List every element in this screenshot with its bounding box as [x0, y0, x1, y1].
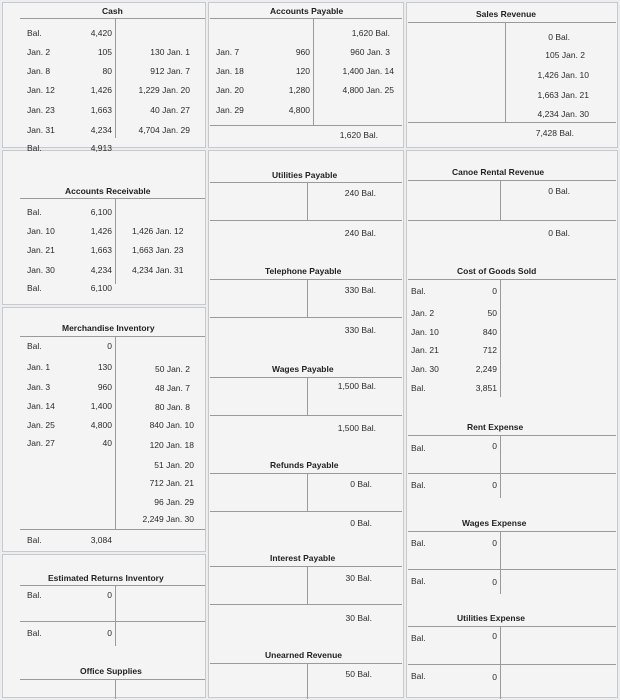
wages-payable-ending: 1,500 Bal.	[337, 423, 376, 433]
telephone-payable-title: Telephone Payable	[265, 266, 342, 276]
cogs-left-label: Jan. 30	[411, 364, 439, 374]
merchandise-inventory-title: Merchandise Inventory	[62, 323, 155, 333]
ar-left-label: Jan. 21	[27, 245, 55, 255]
eri-ending-amount: 0	[107, 628, 112, 638]
utilities-expense-opening-label: Bal.	[411, 633, 426, 643]
ap-left-label: Jan. 29	[216, 105, 244, 115]
ap-left-label: Jan. 20	[216, 85, 244, 95]
cogs-left-label: Jan. 21	[411, 345, 439, 355]
ar-left-amount: 6,100	[90, 207, 112, 217]
wages-payable-total-rule	[210, 415, 402, 416]
telephone-payable-total-rule	[210, 317, 402, 318]
eri-ending-label: Bal.	[27, 628, 42, 638]
cash-left-label: Jan. 8	[27, 66, 51, 76]
office-supplies-t-vertical	[115, 679, 116, 699]
ar-left-label: Jan. 10	[27, 226, 55, 236]
refunds-payable-total-rule	[210, 511, 402, 512]
mi-left-label: Jan. 3	[27, 382, 51, 392]
cogs-left-amount: 50	[487, 308, 497, 318]
mi-t-horizontal	[20, 336, 205, 337]
wages-expense-title: Wages Expense	[462, 518, 527, 528]
telephone-payable-ending: 330 Bal.	[344, 325, 376, 335]
mi-left-amount: 40	[102, 438, 112, 448]
ap-left-amount: 120	[295, 66, 310, 76]
cost-of-goods-sold-title: Cost of Goods Sold	[457, 266, 537, 276]
cash-left-label: Bal.	[27, 28, 42, 38]
eri-t-horizontal	[20, 585, 205, 586]
ar-left-label: Bal.	[27, 283, 42, 293]
cogs-left-label: Jan. 10	[411, 327, 439, 337]
ar-t-vertical	[115, 198, 116, 284]
wages-payable-t-vertical	[307, 377, 308, 415]
sales-revenue-ending-balance: 7,428 Bal.	[535, 128, 574, 138]
cogs-left-amount: 2,249	[475, 364, 497, 374]
mi-ending-amount: 3,084	[90, 535, 112, 545]
ar-right-entry: 1,426 Jan. 12	[132, 226, 184, 236]
mi-left-amount: 130	[97, 362, 112, 372]
mi-right-entry: 80 Jan. 8	[155, 402, 190, 412]
cogs-left-label: Jan. 2	[411, 308, 435, 318]
canoe-rental-t-horizontal	[408, 180, 616, 181]
rent-expense-opening-label: Bal.	[411, 443, 426, 453]
office-supplies-title: Office Supplies	[80, 666, 142, 676]
ap-left-amount: 4,800	[288, 105, 310, 115]
utilities-expense-ending: 0	[492, 672, 497, 682]
interest-payable-t-horizontal	[210, 566, 402, 567]
canoe-rental-t-vertical	[500, 180, 501, 220]
mi-left-amount: 4,800	[90, 420, 112, 430]
mi-left-label: Jan. 14	[27, 401, 55, 411]
wages-payable-opening: 1,500 Bal.	[337, 381, 376, 391]
wages-expense-opening-label: Bal.	[411, 538, 426, 548]
cogs-left-amount: 0	[492, 286, 497, 296]
wages-expense-t-horizontal	[408, 531, 616, 532]
utilities-payable-opening: 240 Bal.	[344, 188, 376, 198]
rent-expense-t-horizontal	[408, 435, 616, 436]
mi-left-label: Bal.	[27, 341, 42, 351]
interest-payable-opening: 30 Bal.	[345, 573, 372, 583]
mi-left-label: Jan. 25	[27, 420, 55, 430]
mi-total-rule	[20, 529, 205, 530]
canoe-rental-total-rule	[408, 220, 616, 221]
rent-expense-t-vertical	[500, 435, 501, 473]
telephone-payable-t-vertical	[307, 279, 308, 317]
cash-left-amount: 1,663	[90, 105, 112, 115]
interest-payable-t-vertical	[307, 566, 308, 604]
ar-right-entry: 1,663 Jan. 23	[132, 245, 184, 255]
cash-left-amount: 4,420	[90, 28, 112, 38]
unearned-revenue-t-horizontal	[210, 663, 402, 664]
ap-right-entry: 4,800 Jan. 25	[342, 85, 394, 95]
ar-left-amount: 6,100	[90, 283, 112, 293]
rent-expense-title: Rent Expense	[467, 422, 524, 432]
unearned-revenue-title: Unearned Revenue	[265, 650, 342, 660]
mi-right-entry: 2,249 Jan. 30	[142, 514, 194, 524]
cash-right-entry: 4,704 Jan. 29	[138, 125, 190, 135]
eri-ending-vertical	[115, 622, 116, 646]
canoe-rental-ending: 0 Bal.	[548, 228, 570, 238]
utilities-expense-ending-vertical	[500, 665, 501, 699]
mi-right-entry: 712 Jan. 21	[149, 478, 194, 488]
canoe-rental-revenue-title: Canoe Rental Revenue	[452, 167, 545, 177]
refunds-payable-ending: 0 Bal.	[350, 518, 372, 528]
ap-left-amount: 960	[295, 47, 310, 57]
utilities-payable-title: Utilities Payable	[272, 170, 338, 180]
unearned-revenue-t-vertical	[307, 663, 308, 699]
wages-payable-t-horizontal	[210, 377, 402, 378]
eri-total-rule	[20, 621, 205, 622]
utilities-expense-opening: 0	[492, 631, 497, 641]
sales-revenue-t-horizontal	[408, 22, 616, 23]
wages-expense-ending-vertical	[500, 570, 501, 594]
ar-left-amount: 4,234	[90, 265, 112, 275]
cash-left-label: Jan. 12	[27, 85, 55, 95]
cogs-t-vertical	[500, 279, 501, 397]
mi-right-entry: 840 Jan. 10	[149, 420, 194, 430]
refunds-payable-t-horizontal	[210, 473, 402, 474]
utilities-expense-total-rule	[408, 664, 616, 665]
sales-revenue-right-entry: 4,234 Jan. 30	[537, 109, 589, 119]
accounts-receivable-title: Accounts Receivable	[65, 186, 151, 196]
utilities-payable-total-rule	[210, 220, 402, 221]
cash-t-vertical	[115, 18, 116, 138]
mi-right-entry: 51 Jan. 20	[154, 460, 194, 470]
ap-right-entry: 960 Jan. 3	[350, 47, 390, 57]
interest-payable-total-rule	[210, 604, 402, 605]
utilities-expense-ending-label: Bal.	[411, 671, 426, 681]
refunds-payable-t-vertical	[307, 473, 308, 511]
eri-t-vertical	[115, 585, 116, 621]
utilities-payable-t-vertical	[307, 182, 308, 220]
unearned-revenue-opening: 50 Bal.	[345, 669, 372, 679]
accounts-payable-title: Accounts Payable	[270, 6, 344, 16]
wages-payable-title: Wages Payable	[272, 364, 334, 374]
cash-left-label: Jan. 23	[27, 105, 55, 115]
wages-expense-ending-label: Bal.	[411, 576, 426, 586]
eri-opening-amount: 0	[107, 590, 112, 600]
rent-expense-opening: 0	[492, 441, 497, 451]
utilities-expense-t-vertical	[500, 626, 501, 664]
rent-expense-total-rule	[408, 473, 616, 474]
cash-right-entry: 912 Jan. 7	[150, 66, 190, 76]
ap-ending-balance: 1,620 Bal.	[339, 130, 378, 140]
cash-left-label: Bal.	[27, 143, 42, 153]
ap-right-entry: 1,400 Jan. 14	[342, 66, 394, 76]
cash-right-entry: 130 Jan. 1	[150, 47, 190, 57]
accounts-payable-total-rule	[210, 125, 402, 126]
cash-t-horizontal	[20, 18, 205, 19]
mi-right-entry: 50 Jan. 2	[155, 364, 190, 374]
rent-expense-ending-label: Bal.	[411, 480, 426, 490]
sales-revenue-right-entry: 105 Jan. 2	[545, 50, 585, 60]
ap-right-entry: 1,620 Bal.	[351, 28, 390, 38]
estimated-returns-inventory-title: Estimated Returns Inventory	[48, 573, 164, 583]
ar-left-label: Bal.	[27, 207, 42, 217]
accounts-payable-t-horizontal	[210, 18, 402, 19]
cogs-t-horizontal	[408, 279, 616, 280]
mi-ending-label: Bal.	[27, 535, 42, 545]
cogs-left-amount: 840	[482, 327, 497, 337]
mi-left-amount: 1,400	[90, 401, 112, 411]
ar-left-label: Jan. 30	[27, 265, 55, 275]
cogs-left-label: Bal.	[411, 286, 426, 296]
sales-revenue-t-vertical	[505, 22, 506, 122]
cash-left-amount: 80	[102, 66, 112, 76]
cash-left-amount: 1,426	[90, 85, 112, 95]
cash-left-amount: 105	[97, 47, 112, 57]
cash-right-entry: 40 Jan. 27	[150, 105, 190, 115]
ar-right-entry: 4,234 Jan. 31	[132, 265, 184, 275]
mi-left-amount: 0	[107, 341, 112, 351]
sales-revenue-right-entry: 0 Bal.	[548, 32, 570, 42]
mi-right-entry: 120 Jan. 18	[149, 440, 194, 450]
wages-expense-ending: 0	[492, 577, 497, 587]
sales-revenue-total-rule	[408, 122, 616, 123]
ar-left-amount: 1,426	[90, 226, 112, 236]
rent-expense-ending-vertical	[500, 474, 501, 498]
sales-revenue-right-entry: 1,426 Jan. 10	[537, 70, 589, 80]
ap-left-label: Jan. 18	[216, 66, 244, 76]
accounts-payable-t-vertical	[313, 18, 314, 125]
sales-revenue-right-entry: 1,663 Jan. 21	[537, 90, 589, 100]
utilities-expense-title: Utilities Expense	[457, 613, 526, 623]
cogs-left-amount: 712	[482, 345, 497, 355]
utilities-payable-t-horizontal	[210, 182, 402, 183]
cash-left-amount: 4,234	[90, 125, 112, 135]
wages-expense-opening: 0	[492, 538, 497, 548]
mi-right-entry: 48 Jan. 7	[155, 383, 190, 393]
mi-right-entry: 96 Jan. 29	[154, 497, 194, 507]
utilities-expense-t-horizontal	[408, 626, 616, 627]
cogs-left-amount: 3,851	[475, 383, 497, 393]
ar-left-amount: 1,663	[90, 245, 112, 255]
refunds-payable-title: Refunds Payable	[270, 460, 339, 470]
cash-left-label: Jan. 31	[27, 125, 55, 135]
mi-left-label: Jan. 27	[27, 438, 55, 448]
utilities-payable-ending: 240 Bal.	[344, 228, 376, 238]
cash-right-entry: 1,229 Jan. 20	[138, 85, 190, 95]
telephone-payable-opening: 330 Bal.	[344, 285, 376, 295]
mi-t-vertical	[115, 336, 116, 529]
wages-expense-t-vertical	[500, 531, 501, 569]
telephone-payable-t-horizontal	[210, 279, 402, 280]
mi-left-amount: 960	[97, 382, 112, 392]
ap-left-amount: 1,280	[288, 85, 310, 95]
interest-payable-title: Interest Payable	[270, 553, 336, 563]
mi-left-label: Jan. 1	[27, 362, 51, 372]
rent-expense-ending: 0	[492, 480, 497, 490]
cash-left-amount: 4,913	[90, 143, 112, 153]
cogs-left-label: Bal.	[411, 383, 426, 393]
refunds-payable-opening: 0 Bal.	[350, 479, 372, 489]
cash-left-label: Jan. 2	[27, 47, 51, 57]
ar-t-horizontal	[20, 198, 205, 199]
cash-title: Cash	[102, 6, 123, 16]
sales-revenue-title: Sales Revenue	[476, 9, 537, 19]
interest-payable-ending: 30 Bal.	[345, 613, 372, 623]
office-supplies-t-horizontal	[20, 679, 205, 680]
ap-left-label: Jan. 7	[216, 47, 240, 57]
eri-opening-label: Bal.	[27, 590, 42, 600]
wages-expense-total-rule	[408, 569, 616, 570]
canoe-rental-opening: 0 Bal.	[548, 186, 570, 196]
